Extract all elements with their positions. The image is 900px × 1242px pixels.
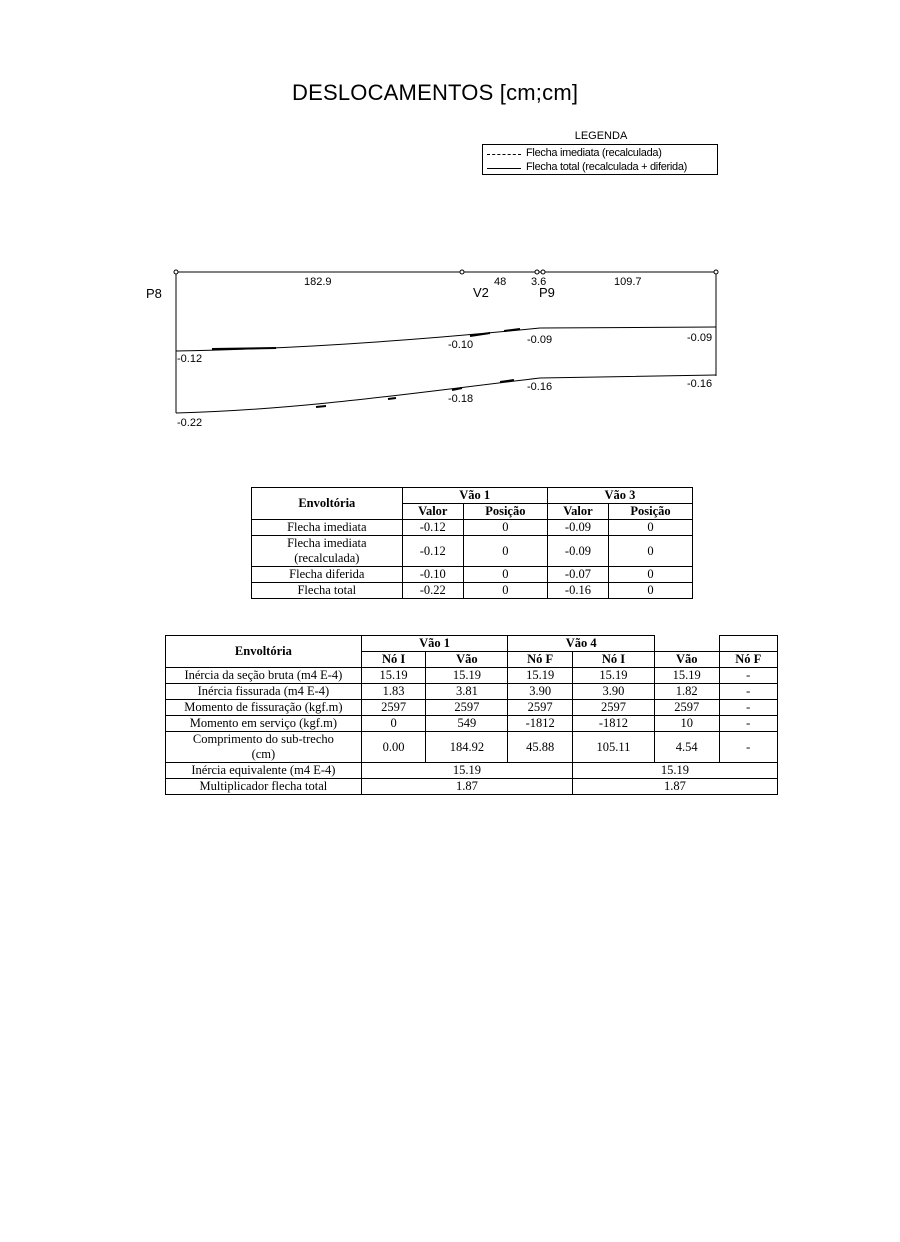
cell: 3.90 [572,684,654,700]
cell: 4.54 [654,732,719,763]
cell: 184.92 [426,732,508,763]
cell: 2597 [508,700,573,716]
row-label: Inércia fissurada (m4 E-4) [166,684,362,700]
cell: 15.19 [361,763,572,779]
cell: 2597 [572,700,654,716]
table-header-empty [654,636,719,652]
table-row [166,779,778,795]
cell: 1.83 [361,684,426,700]
cell: -0.12 [402,520,463,536]
row-label: Flecha diferida [252,567,403,583]
cell: 0 [609,583,693,599]
table-header-span: Vão 3 [547,488,692,504]
cell: - [719,732,777,763]
table-row [252,536,693,567]
row-label: Inércia da seção bruta (m4 E-4) [166,668,362,684]
table-header-col: Nó I [572,652,654,668]
table-row [166,700,778,716]
row-label: Flecha imediata [252,520,403,536]
table-row [166,716,778,732]
deflection-value-label: -0.16 [687,378,713,390]
cell: -0.16 [547,583,608,599]
cell: - [719,716,777,732]
table-header-valor: Valor [402,504,463,520]
cell: 549 [426,716,508,732]
cell: - [719,668,777,684]
cell: -0.12 [402,536,463,567]
cell: 2597 [361,700,426,716]
cell: 2597 [426,700,508,716]
row-label: Multiplicador flecha total [166,779,362,795]
table-header-span: Vão 4 [508,636,655,652]
table-header-span: Vão 1 [361,636,508,652]
row-label: Flecha imediata (recalculada) [252,536,403,567]
node-marker [541,270,545,274]
table-header-posicao: Posição [609,504,693,520]
legend-title: LEGENDA [574,130,628,142]
cell: 10 [654,716,719,732]
table-row [166,684,778,700]
cell: -1812 [508,716,573,732]
deflection-value-label: -0.16 [527,381,553,393]
deflection-value-label: -0.22 [177,417,203,429]
legend-item-label: Flecha imediata (recalculada) [526,147,662,159]
page-title: DESLOCAMENTOS [cm;cm] [292,80,579,105]
span-length-label: 109.7 [614,276,642,288]
cell: -1812 [572,716,654,732]
deflection-value-label: -0.10 [448,339,474,351]
deflection-summary-table [251,487,693,599]
table-header-empty [719,636,777,652]
row-label: Flecha total [252,583,403,599]
table-header-posicao: Posição [463,504,547,520]
row-label: Inércia equivalente (m4 E-4) [166,763,362,779]
node-marker [174,270,178,274]
cell: 15.19 [572,763,777,779]
cell: 15.19 [572,668,654,684]
cell: 15.19 [654,668,719,684]
cell: -0.09 [547,520,608,536]
table-header-envoltoria: Envoltória [166,636,362,668]
cell: 1.82 [654,684,719,700]
table-header-valor: Valor [547,504,608,520]
cell: 0.00 [361,732,426,763]
cell: 3.81 [426,684,508,700]
row-label: Comprimento do sub-trecho (cm) [166,732,362,763]
cell: - [719,700,777,716]
cell: 0 [609,520,693,536]
cell: 0 [463,567,547,583]
cell: 1.87 [361,779,572,795]
deflection-value-label: -0.09 [687,332,713,344]
total-deflection-curve [176,375,716,413]
table-row [252,583,693,599]
table-row [252,520,693,536]
cell: 0 [463,536,547,567]
table-header-col: Nó F [508,652,573,668]
table-row [166,668,778,684]
legend-item-label: Flecha total (recalculada + diferida) [526,161,688,173]
cell: 15.19 [508,668,573,684]
row-label: Momento de fissuração (kgf.m) [166,700,362,716]
span-length-label: 3.6 [531,276,547,288]
table-row [252,567,693,583]
node-marker [714,270,718,274]
immediate-curve-segments [212,329,520,349]
deflection-value-label: -0.12 [177,353,203,365]
table-header-envoltoria: Envoltória [252,488,403,520]
table-header-col: Nó I [361,652,426,668]
support-label-p9: P9 [539,285,555,300]
table-row [166,763,778,779]
cell: 15.19 [361,668,426,684]
cell: -0.10 [402,567,463,583]
cell: 105.11 [572,732,654,763]
node-marker [460,270,464,274]
cell: 0 [463,520,547,536]
table-header-col: Vão [654,652,719,668]
table-header-col: Vão [426,652,508,668]
row-label: Momento em serviço (kgf.m) [166,716,362,732]
span-length-label: 182.9 [304,276,332,288]
cell: 2597 [654,700,719,716]
cell: 15.19 [426,668,508,684]
support-label-v2: V2 [473,285,489,300]
table-header-span: Vão 1 [402,488,547,504]
cell: -0.07 [547,567,608,583]
span-length-label: 48 [494,276,507,288]
table-header-col: Nó F [719,652,777,668]
cell: 3.90 [508,684,573,700]
cell: -0.09 [547,536,608,567]
deflection-value-label: -0.18 [448,393,474,405]
inertia-table [165,635,778,795]
node-marker [535,270,539,274]
cell: 0 [609,567,693,583]
cell: 0 [609,536,693,567]
support-label-p8: P8 [146,286,162,301]
cell: 0 [361,716,426,732]
displacement-diagram [0,0,900,470]
cell: 45.88 [508,732,573,763]
cell: - [719,684,777,700]
cell: 1.87 [572,779,777,795]
cell: -0.22 [402,583,463,599]
deflection-value-label: -0.09 [527,334,553,346]
table-row [166,732,778,763]
cell: 0 [463,583,547,599]
